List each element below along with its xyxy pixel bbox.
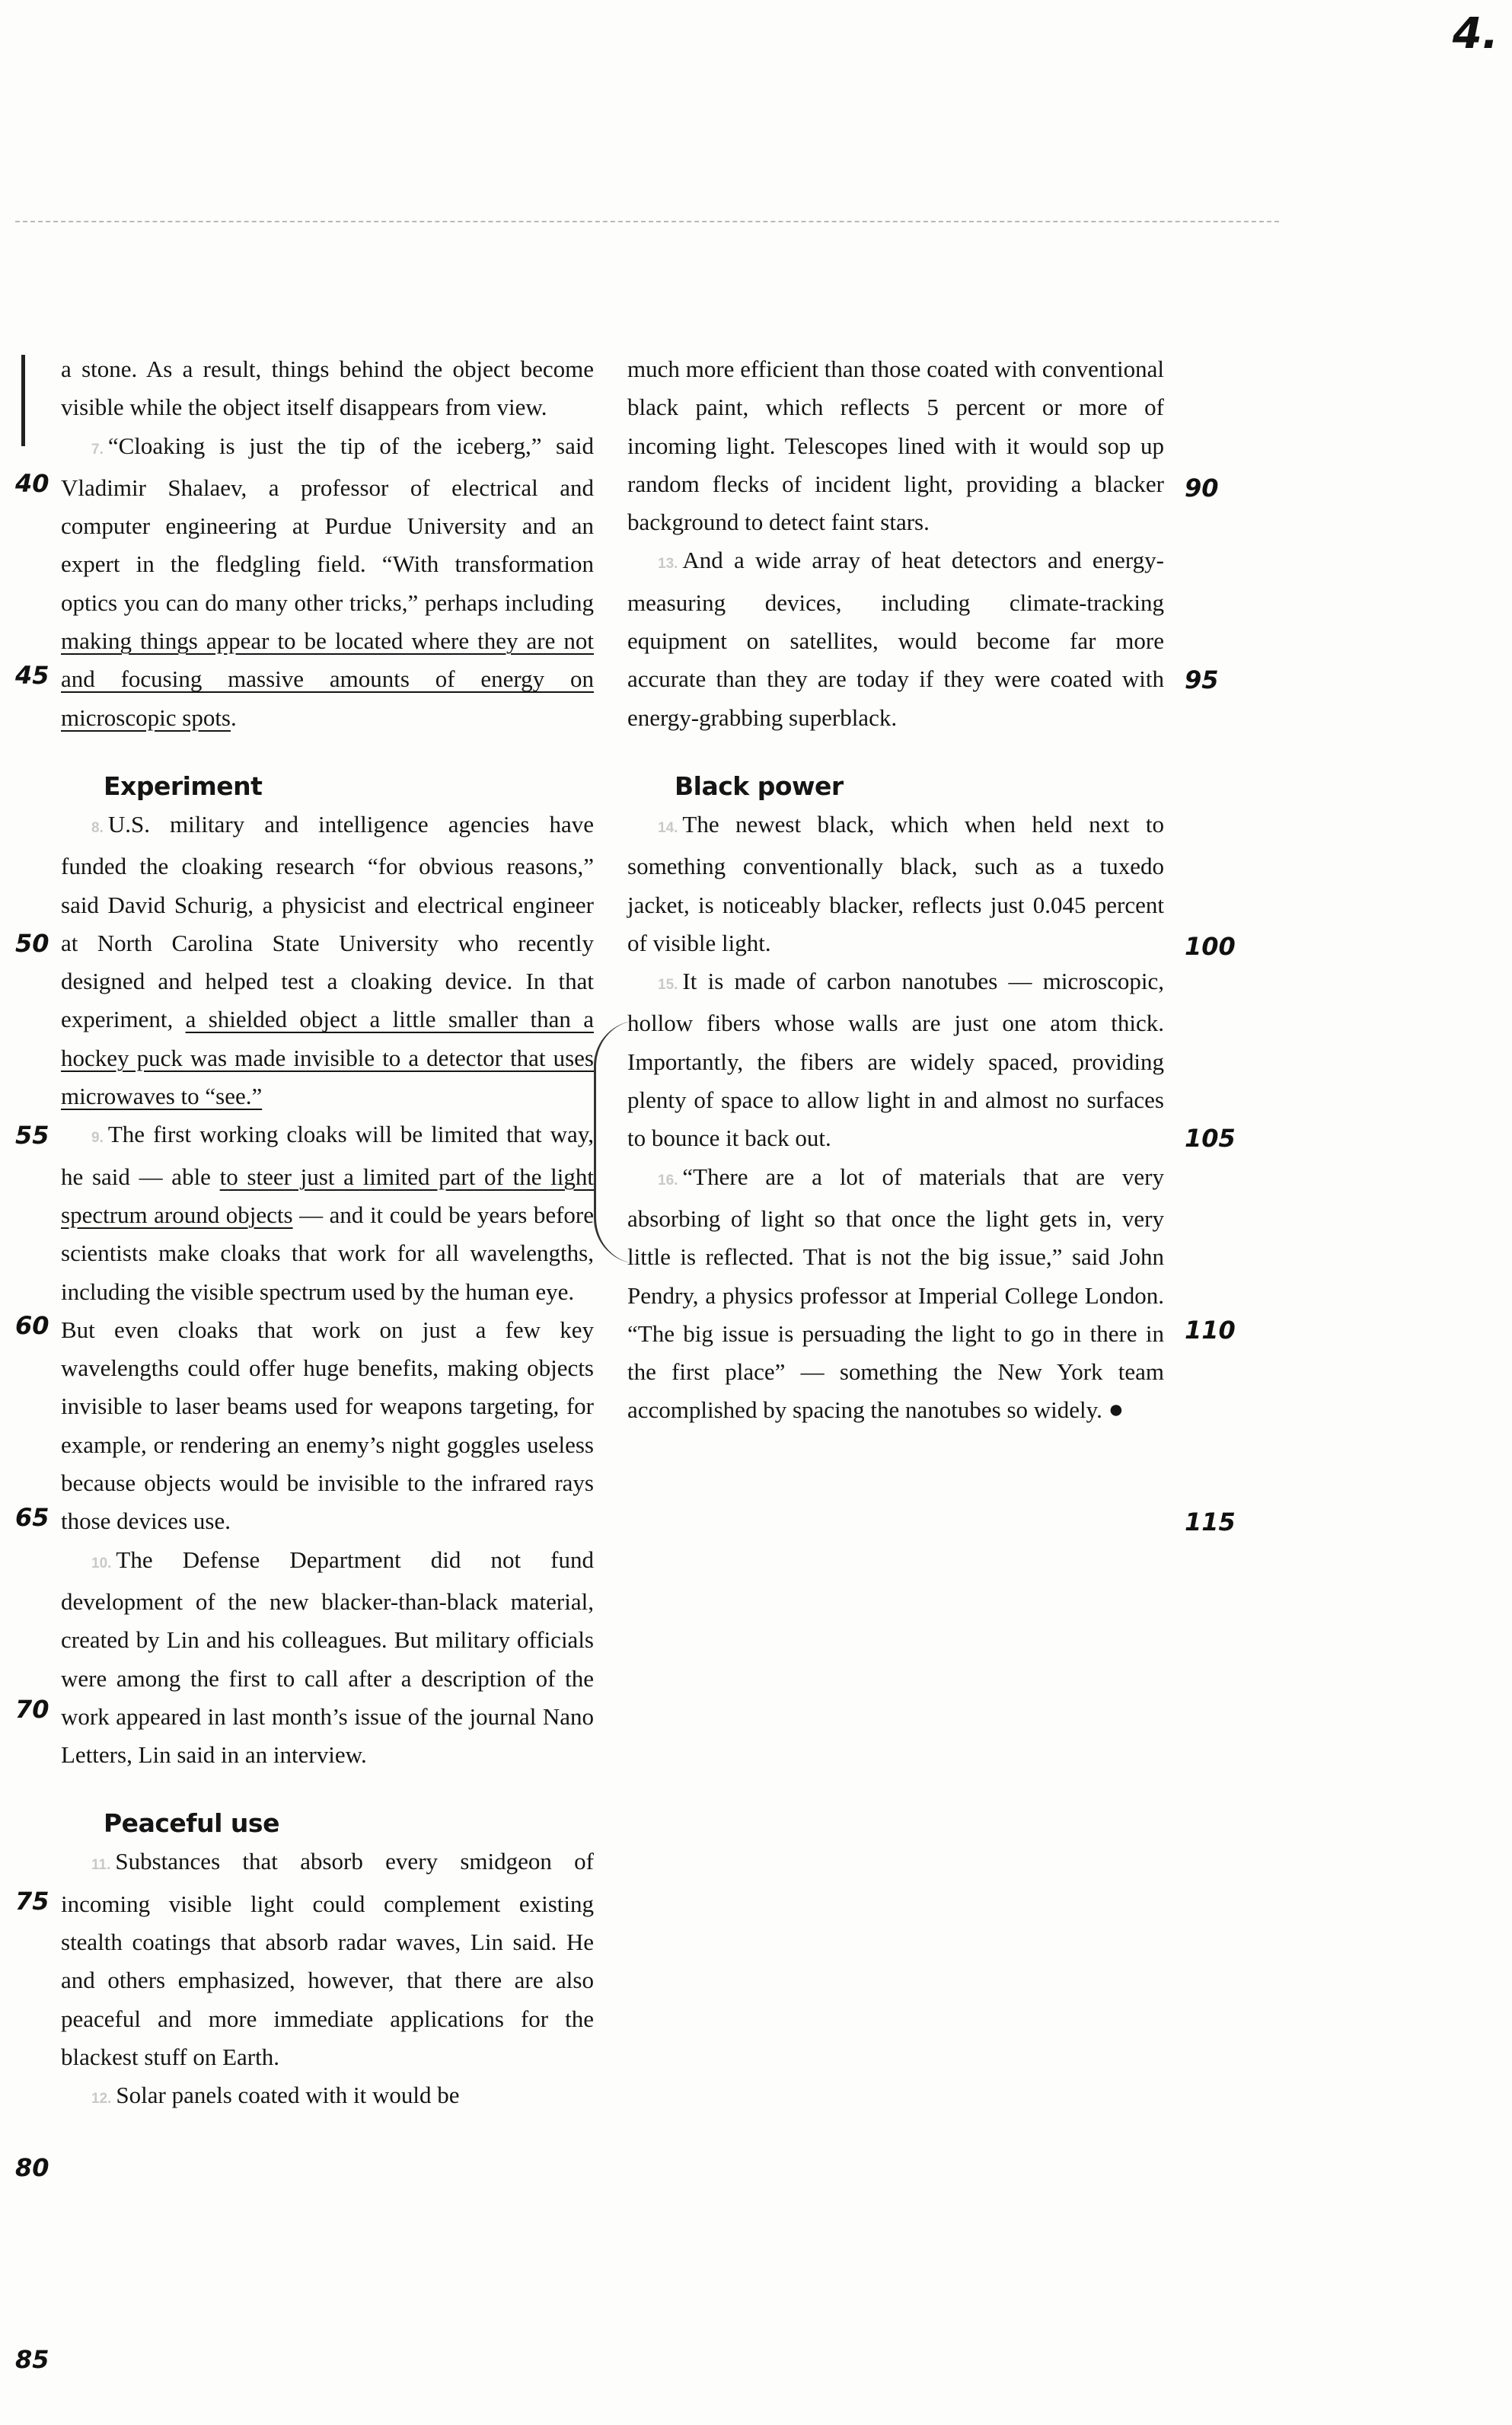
paragraph-marker: 10. <box>91 1555 112 1571</box>
left-text-column <box>61 350 594 2118</box>
paragraph-marker: 11. <box>91 1857 111 1874</box>
paragraph: 8. U.S. military and intelligence agencies have funded the cloaking research “for obvious reasons,” said David Schurig, a physicist and electrical engineer at North Carolina State University who recently designed and helped test a cloaking device. In that experiment, a shielded object a little smaller than a hockey puck was made invisible to a detector that uses microwaves to “see.” <box>61 810 594 1110</box>
line-number-55: 55 <box>15 1121 49 1150</box>
paragraph: But even cloaks that work on just a few key wavelengths could offer huge benefits, making objects invisible to laser beams used for weapons targeting, for example, or rendering an enemy’s night goggles useless because objects would be invisible to the infrared rays those devices use. <box>61 1316 594 1535</box>
paragraph-marker: 7. <box>91 441 104 458</box>
paragraph-marker: 8. <box>91 819 104 836</box>
line-number-70: 70 <box>15 1695 49 1724</box>
paragraph: 14. The newest black, which when held next to something conventionally black, such as a tuxedo jacket, is noticeably blacker, reflects just 0.045 percent of visible light. <box>627 810 1164 956</box>
right-text-column <box>627 350 1164 1430</box>
paragraph-marker: 16. <box>658 1172 678 1189</box>
line-number-60: 60 <box>15 1311 49 1340</box>
paragraph-marker: 15. <box>658 977 678 994</box>
paragraph: 15. It is made of carbon nanotubes — microscopic, hollow fibers whose walls are just one atom thick. Importantly, the fibers are widely spaced, providing plenty of space to allow light in and almost no surfaces to bounce it back out. <box>627 968 1164 1152</box>
line-number-100: 100 <box>1185 932 1236 961</box>
line-number-85: 85 <box>15 2345 49 2374</box>
line-number-95: 95 <box>1185 665 1219 694</box>
section-heading-peaceful-use: Peaceful use <box>104 1808 279 1839</box>
line-number-65: 65 <box>15 1503 49 1532</box>
paragraph: 10. The Defense Department did not fund development of the new blacker-than-black material, created by Lin and his colleagues. But military officials were among the first to call after a description of the work appeared in last month’s issue of the journal Nano Letters, Lin said in an interview. <box>61 1546 594 1769</box>
paragraph: 11. Substances that absorb every smidgeon of incoming visible light could complement existing stealth coatings that absorb radar waves, Lin said. He and others emphasized, however, that there are also peaceful and more immediate applications for the blackest stuff on Earth. <box>61 1848 594 2070</box>
line-number-90: 90 <box>1185 474 1219 503</box>
section-heading-black-power: Black power <box>675 771 844 801</box>
paragraph: 13. And a wide array of heat detectors and energy-measuring devices, including climate-tracking equipment on satellites, would become far more accurate than they are today if they were coated with energy-grabbing superblack. <box>627 547 1164 731</box>
scan-divider-line <box>15 221 1279 222</box>
paragraph-marker: 13. <box>658 556 678 573</box>
line-number-45: 45 <box>15 661 49 690</box>
paragraph: 9. The first working cloaks will be limited that way, he said — able to steer just a limited part of the light spectrum around objects — and it could be years before scientists make cloaks that work for all wavelengths, including the visible spectrum used by the human eye. <box>61 1121 594 1305</box>
paragraph-marker: 12. <box>91 2091 112 2108</box>
line-number-40: 40 <box>15 469 49 498</box>
line-number-80: 80 <box>15 2153 49 2182</box>
line-number-105: 105 <box>1185 1124 1236 1153</box>
page-number: 4. <box>1452 9 1498 59</box>
line-number-50: 50 <box>15 929 49 958</box>
paragraph: 7. “Cloaking is just the tip of the iceberg,” said Vladimir Shalaev, a professor of electrical and computer engineering at Purdue University and an expert in the fledgling field. “With transformation optics you can do many other tricks,” perhaps including making things appear to be located where they are not and focusing massive amounts of energy on microscopic spots. <box>61 432 594 731</box>
paragraph: a stone. As a result, things behind the object become visible while the object itself disappears from view. <box>61 356 594 421</box>
paragraph-marker: 14. <box>658 819 678 836</box>
paragraph: 12. Solar panels coated with it would be <box>91 2082 460 2109</box>
underlined-passage: making things appear to be located where they are not and focusing massive amounts of energy on microscopic spots <box>61 627 594 731</box>
section-heading-experiment: Experiment <box>104 771 263 801</box>
line-number-75: 75 <box>15 1887 49 1916</box>
paragraph-marker: 9. <box>91 1130 104 1147</box>
paragraph: much more efficient than those coated with conventional black paint, which reflects 5 percent or more of incoming light. Telescopes lined with it would sop up random flecks of incident light, providing a blacker background to detect faint stars. <box>627 356 1164 536</box>
underlined-passage: to steer just a limited part of the light spectrum around objects <box>61 1163 594 1228</box>
underlined-passage: a shielded object a little smaller than a hockey puck was made invisible to a detector that uses microwaves to “see.” <box>61 1006 594 1110</box>
line-number-115: 115 <box>1185 1508 1236 1536</box>
margin-bar-mark <box>21 355 25 446</box>
paragraph: 16. “There are a lot of materials that are very absorbing of light so that once the light gets in, very little is reflected. That is not the big issue,” said John Pendry, a physics professor at Imperial College London. “The big issue is persuading the light to go in there in the first place” — something the New York team accomplished by spacing the nanotubes so widely. ● <box>627 1163 1164 1425</box>
end-of-article-mark: ● <box>1108 1396 1124 1425</box>
line-number-110: 110 <box>1185 1316 1236 1345</box>
